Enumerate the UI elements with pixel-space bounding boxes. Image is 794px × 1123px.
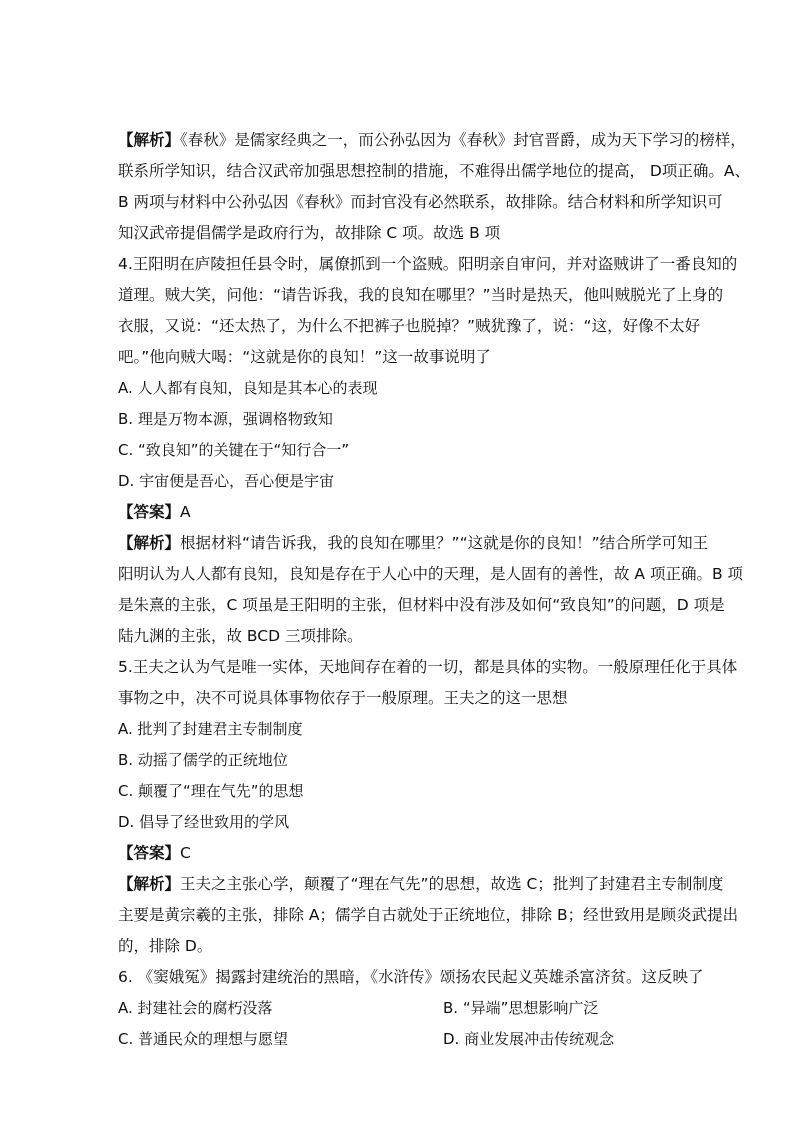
q4-stem-line-3: 衣服，又说：“还太热了，为什么不把裤子也脱掉？”贼犹豫了，说：“这，好像不太好 [118,317,701,335]
q6-option-d: D. 商业发展冲击传统观念 [443,1030,615,1048]
q4-analysis-line-1: 【解析】根据材料“请告诉我，我的良知在哪里？”“这就是你的良知！”结合所学可知王 [118,534,709,552]
q5-stem-line-1: 5.王夫之认为气是唯一实体，天地间存在着的一切，都是具体的实物。一般原理任化于具体 [118,658,738,676]
q4-stem-line-2: 道理。贼大笑，问他：“请告诉我，我的良知在哪里？”当时是热天，他叫贼脱光了上身的 [118,286,724,304]
q3-analysis-line-3: B 两项与材料中公孙弘因《春秋》而封官没有必然联系，故排除。结合材料和所学知识可 [118,193,723,211]
q4-analysis-line-2: 阳明认为人人都有良知，良知是存在于人心中的天理，是人固有的善性，故 A 项正确。B 项 [118,565,744,583]
q4-option-b: B. 理是万物本源，强调格物致知 [118,410,333,428]
analysis-label: 【解析】 [118,131,181,149]
q4-option-c: C. “致良知”的关键在于“知行合一” [118,441,350,459]
q3-analysis-line-2: 联系所学知识，结合汉武帝加强思想控制的措施，不难得出儒学地位的提高， D项正确。A、 [118,162,750,180]
q4-stem-line-1: 4.王阳明在庐陵担任县令时，属僚抓到一个盗贼。阳明亲自审问，并对盗贼讲了一番良知的 [118,255,738,273]
q5-answer: 【答案】C [118,844,191,862]
q5-analysis-line-3: 的，排除 D。 [118,937,213,955]
q5-option-c: C. 颠覆了“理在气先”的思想 [118,782,304,800]
q4-analysis-line-3: 是朱熹的主张，C 项虽是王阳明的主张，但材料中没有涉及如何“致良知”的问题，D 项是 [118,596,725,614]
q3-analysis-line-1: 【解析】《春秋》是儒家经典之一，而公孙弘因为《春秋》封官晋爵，成为天下学习的榜样， [118,131,746,149]
q5-option-d: D. 倡导了经世致用的学风 [118,813,290,831]
q5-option-b: B. 动摇了儒学的正统地位 [118,751,288,769]
q4-option-d: D. 宇宙便是吾心，吾心便是宇宙 [118,472,335,490]
q6-option-c: C. 普通民众的理想与愿望 [118,1030,289,1048]
q6-option-a: A. 封建社会的腐朽没落 [118,999,273,1017]
q6-option-b: B. “异端”思想影响广泛 [443,999,599,1017]
q4-analysis-line-4: 陆九渊的主张，故 BCD 三项排除。 [118,627,363,645]
q4-option-a: A. 人人都有良知，良知是其本心的表现 [118,379,378,397]
q5-option-a: A. 批判了封建君主专制制度 [118,720,303,738]
q3-analysis-line-4: 知汉武帝提倡儒学是政府行为，故排除 C 项。故选 B 项 [118,224,501,242]
q5-analysis-line-1: 【解析】王夫之主张心学，颠覆了“理在气先”的思想，故选 C；批判了封建君主专制制度 [118,875,724,893]
q4-answer: 【答案】A [118,503,191,521]
q6-stem-line-1: 6. 《窦娥冤》揭露封建统治的黑暗，《水浒传》颂扬农民起义英雄杀富济贫。这反映了 [118,968,704,986]
q5-analysis-line-2: 主要是黄宗羲的主张，排除 A；儒学自古就处于正统地位，排除 B；经世致用是顾炎武提出 [118,906,739,924]
q5-stem-line-2: 事物之中，决不可说具体事物依存于一般原理。王夫之的这一思想 [118,689,568,707]
q4-stem-line-4: 吧。”他向贼大喝：“这就是你的良知！”这一故事说明了 [118,348,491,366]
